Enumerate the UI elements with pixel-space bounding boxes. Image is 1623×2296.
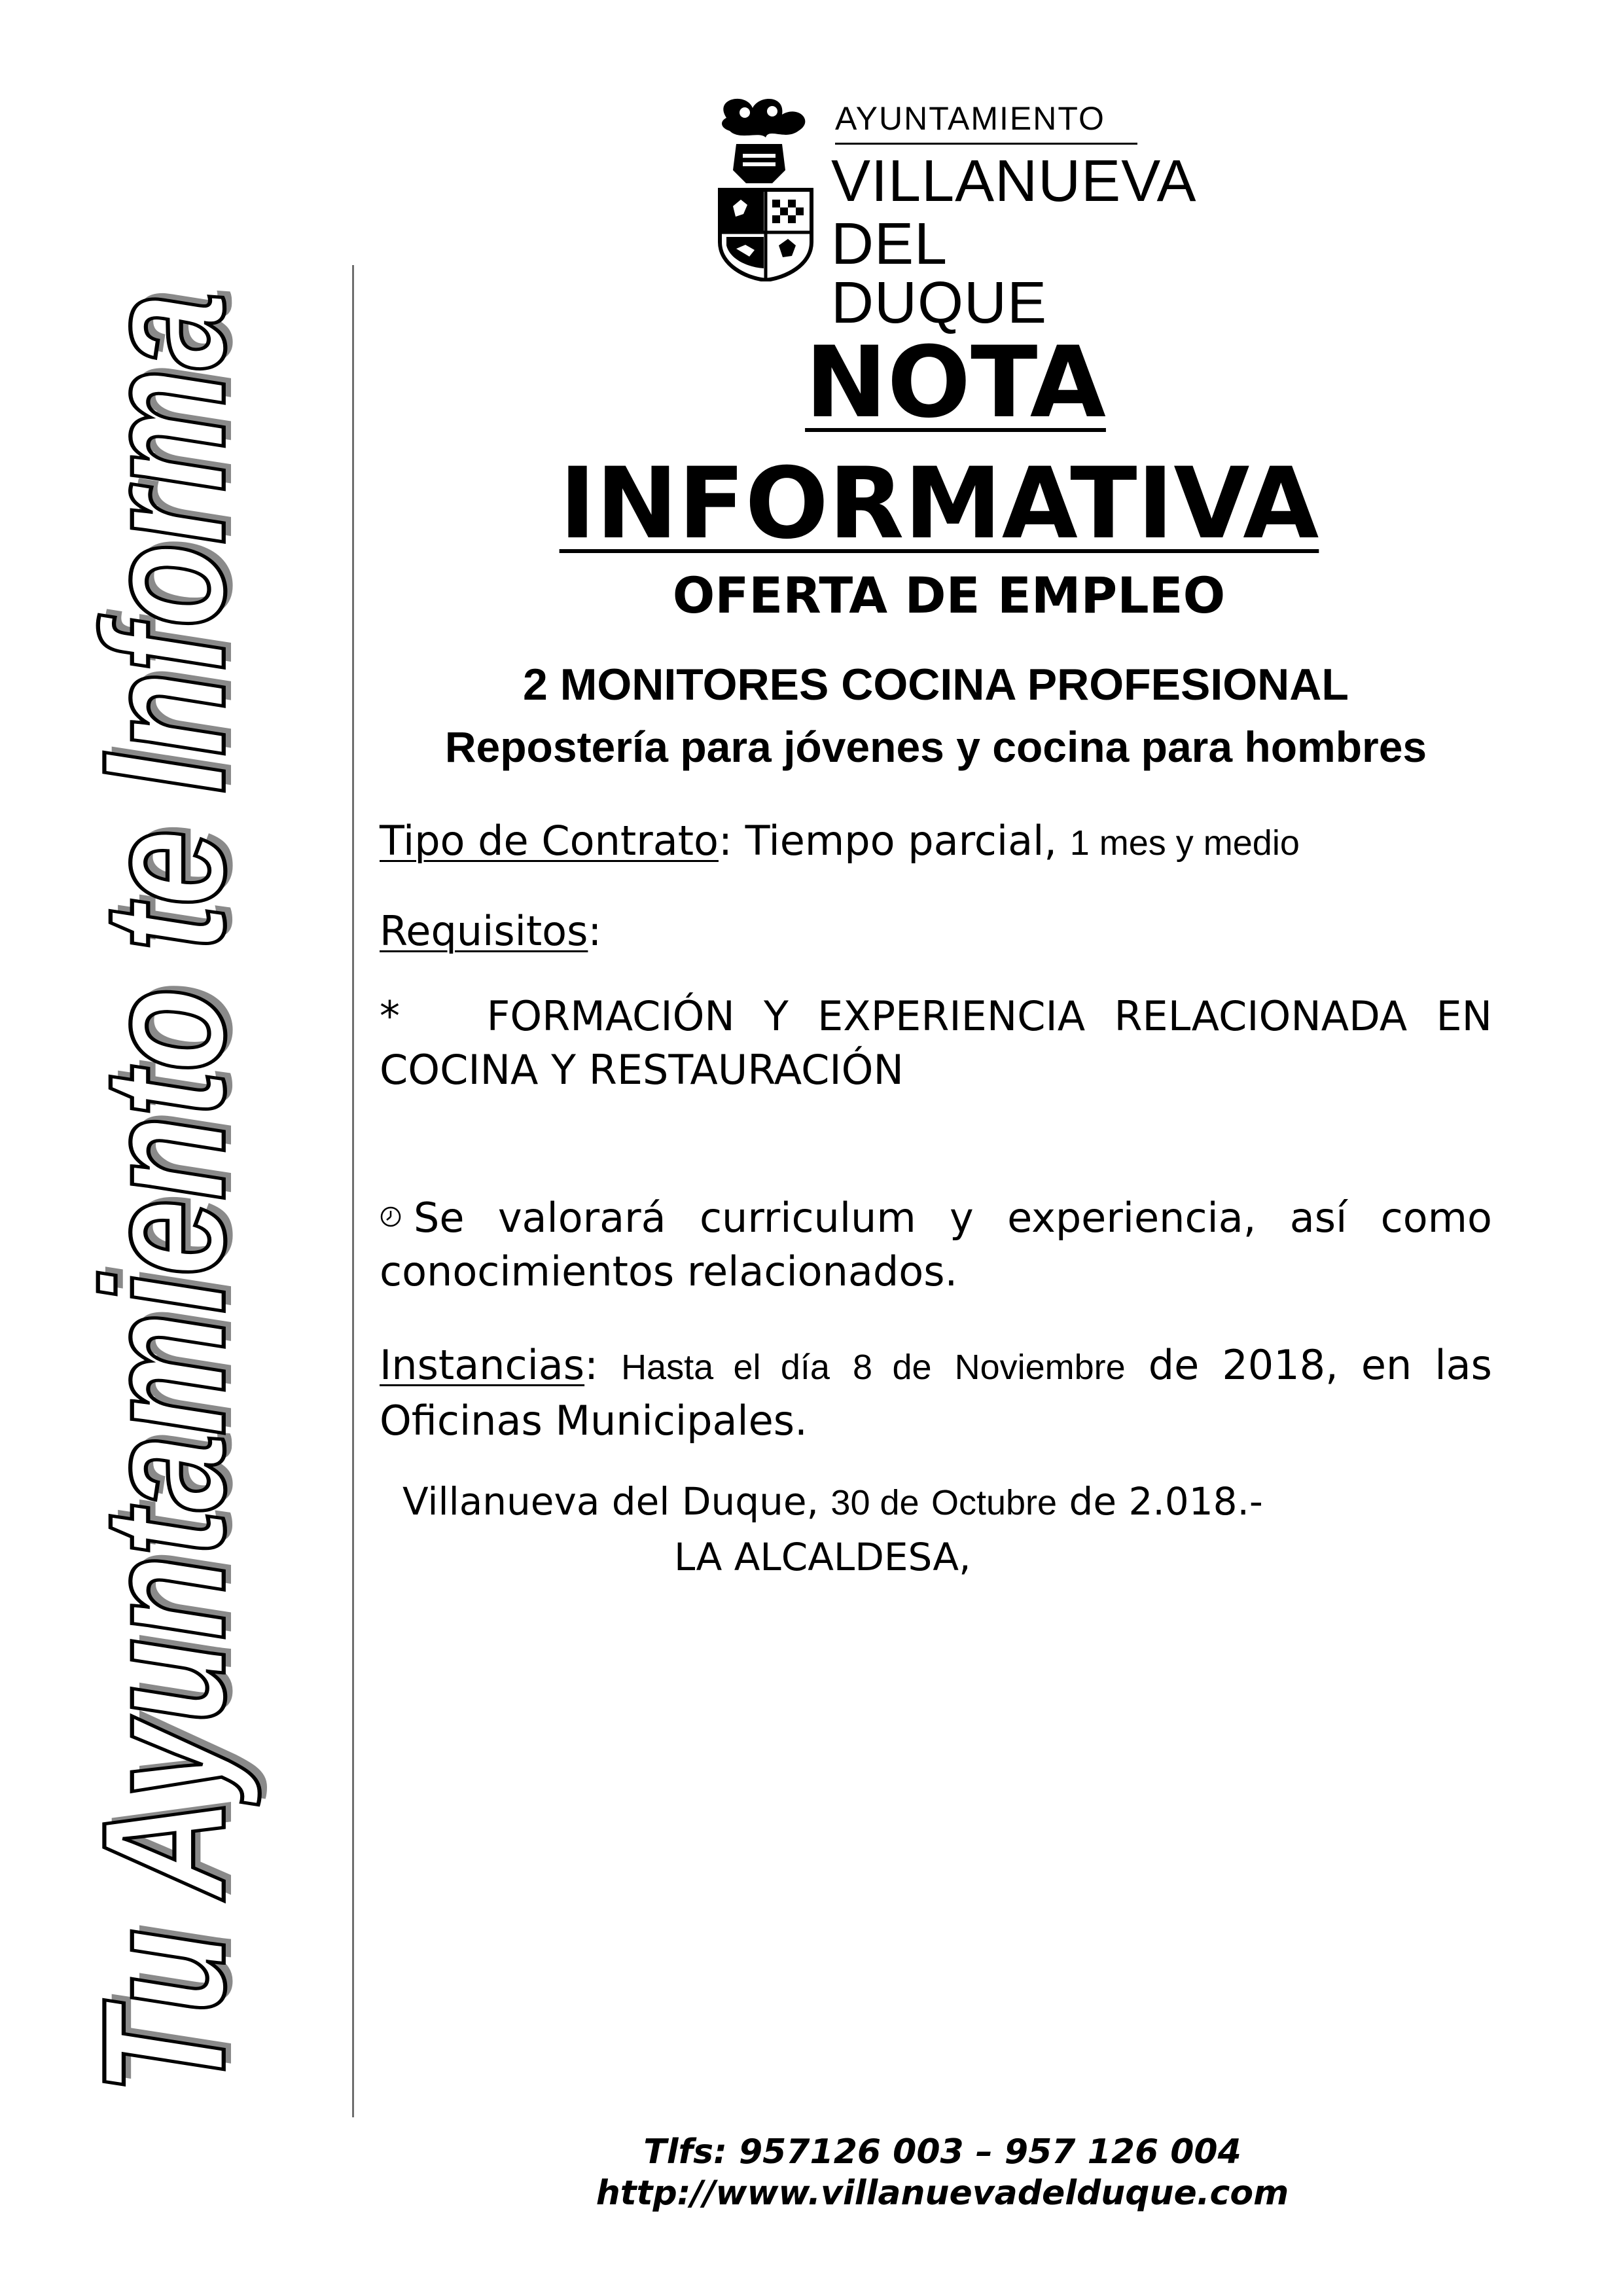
logo-del-duque: DEL DUQUE bbox=[831, 211, 1048, 336]
signature-day: 30 de bbox=[830, 1483, 919, 1522]
title-nota: NOTA bbox=[805, 326, 1106, 440]
applications-label: Instancias bbox=[380, 1341, 585, 1389]
applications-day: 8 de bbox=[853, 1348, 932, 1387]
title-informativa: INFORMATIVA bbox=[559, 447, 1319, 561]
requirements-label: Requisitos bbox=[380, 907, 588, 955]
valuation-text: Se valorará curriculum y experiencia, así como conocimientos relacionados. bbox=[380, 1194, 1492, 1295]
applications-text-before: Hasta el día bbox=[621, 1348, 830, 1387]
job-description: Repostería para jóvenes y cocina para hombres bbox=[444, 723, 1427, 771]
contract-label: Tipo de Contrato bbox=[380, 817, 719, 865]
municipal-logo bbox=[707, 92, 1197, 336]
signature-signer: LA ALCALDESA, bbox=[674, 1535, 971, 1579]
contract-duration: 1 mes y medio bbox=[1069, 823, 1300, 863]
contract-value: Tiempo parcial, bbox=[745, 817, 1058, 865]
valuation-paragraph bbox=[380, 1191, 1492, 1299]
logo-ayuntamiento: AYUNTAMIENTO bbox=[835, 100, 1105, 137]
job-title: 2 MONITORES COCINA PROFESIONAL bbox=[523, 660, 1349, 709]
signature-year: de 2.018.- bbox=[1069, 1479, 1263, 1524]
clock-icon bbox=[380, 1206, 402, 1228]
applications-paragraph bbox=[380, 1338, 1492, 1448]
contract-colon: : bbox=[718, 817, 732, 865]
contract-type-line bbox=[380, 814, 1492, 870]
footer-website-link[interactable]: http://www.villanuevadelduque.com bbox=[596, 2174, 1289, 2213]
requirement-text: FORMACIÓN Y EXPERIENCIA RELACIONADA EN COCINA Y RESTAURACIÓN bbox=[380, 992, 1492, 1094]
applications-text-after: de 2018, en las Oficinas Municipales. bbox=[380, 1341, 1492, 1444]
signature-place: Villanueva del Duque, bbox=[402, 1479, 819, 1524]
footer-phones: Tlfs: 957126 003 – 957 126 004 bbox=[643, 2132, 1241, 2172]
requirements-heading bbox=[380, 905, 1492, 958]
requirement-item bbox=[380, 990, 1492, 1097]
subtitle-oferta-empleo: OFERTA DE EMPLEO bbox=[672, 566, 1226, 624]
requirements-colon: : bbox=[588, 907, 602, 955]
applications-month: Noviembre bbox=[954, 1348, 1126, 1387]
sidebar-divider bbox=[352, 265, 354, 2117]
requirement-bullet: * bbox=[380, 992, 400, 1040]
sidebar-slogan: Tu Ayuntamiento te Informa bbox=[66, 293, 260, 2094]
signature-month: Octubre bbox=[931, 1483, 1058, 1522]
signature-place-date bbox=[402, 1479, 1450, 1524]
logo-divider bbox=[835, 143, 1137, 145]
applications-colon: : bbox=[584, 1341, 598, 1389]
logo-villanueva: VILLANUEVA bbox=[831, 149, 1197, 214]
coat-of-arms-icon bbox=[707, 92, 825, 281]
